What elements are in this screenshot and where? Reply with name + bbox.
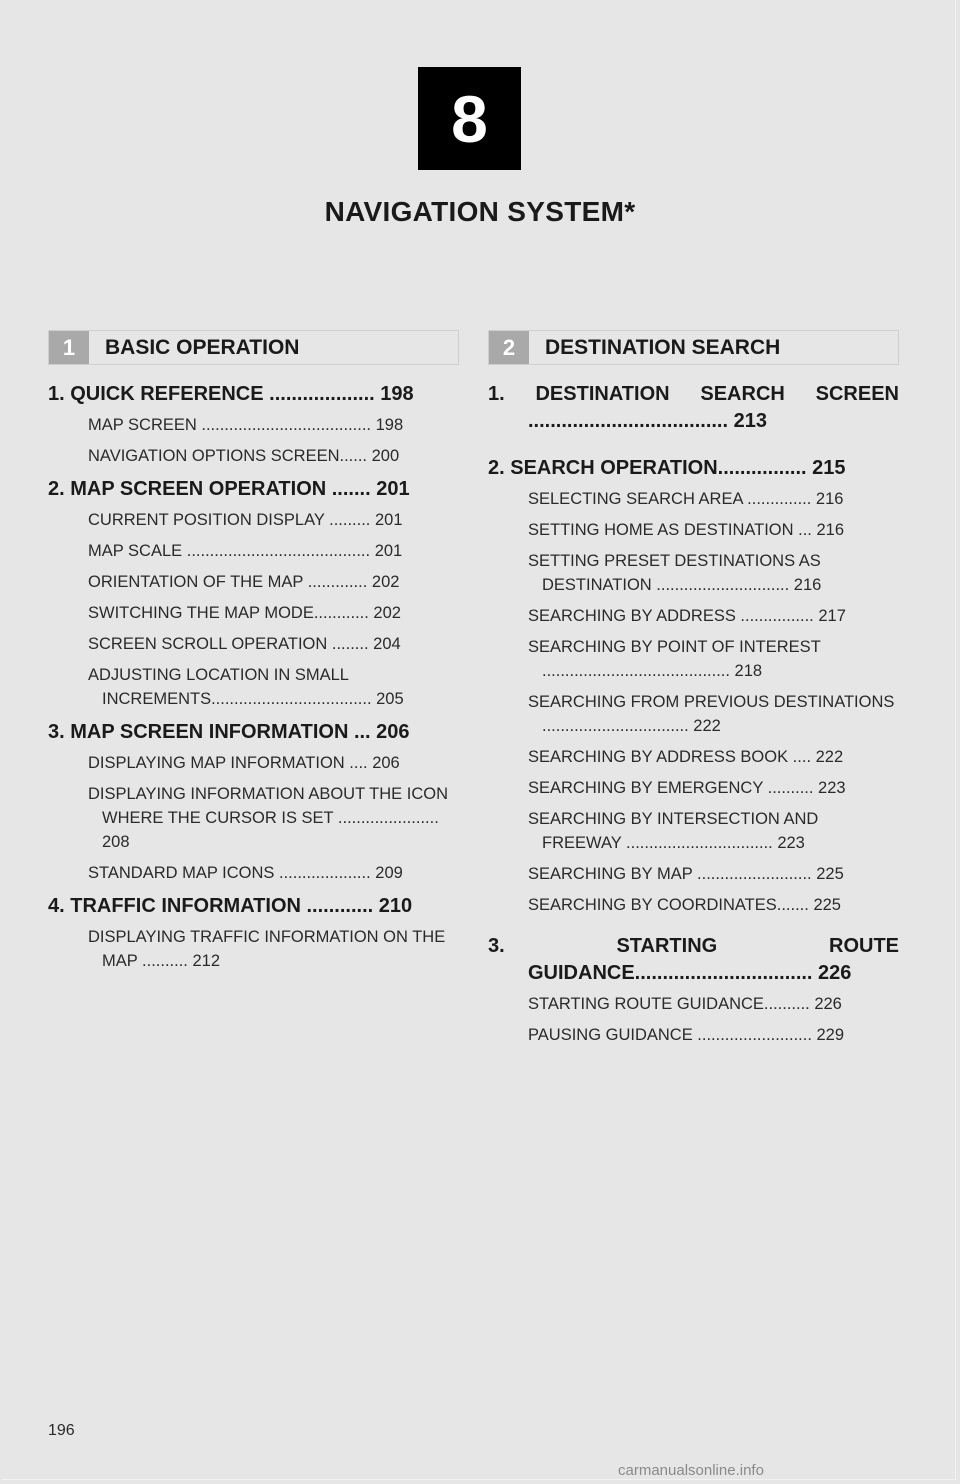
toc-subitem[interactable]: MAP SCREEN ..................................... 198 [88,416,404,434]
section-number: 1 [49,331,89,364]
toc-subitem[interactable]: SEARCHING BY INTERSECTION AND FREEWAY ................................ 223 [528,810,819,852]
section-title: DESTINATION SEARCH [545,335,781,359]
toc-subitem[interactable]: ORIENTATION OF THE MAP ............. 202 [88,573,400,591]
toc-subitem[interactable]: SEARCHING BY POINT OF INTEREST ......................................... 218 [528,638,821,680]
toc-entry-title[interactable]: 3. MAP SCREEN INFORMATION ... 206 [48,721,410,743]
section-header [48,330,459,365]
toc-subitem[interactable]: ADJUSTING LOCATION IN SMALL INCREMENTS................................... 205 [88,666,404,708]
toc-subitem[interactable]: NAVIGATION OPTIONS SCREEN...... 200 [88,447,400,465]
toc-entry [48,381,459,468]
toc-subitem[interactable]: DISPLAYING TRAFFIC INFORMATION ON THE MAP .......... 212 [88,928,446,970]
toc-subitem[interactable]: DISPLAYING MAP INFORMATION .... 206 [88,754,400,772]
toc-subitem[interactable]: STANDARD MAP ICONS .................... 209 [88,864,403,882]
toc-subitem[interactable]: SEARCHING BY ADDRESS ................ 217 [528,607,846,625]
toc-subitem[interactable]: STARTING ROUTE GUIDANCE.......... 226 [528,995,842,1013]
section-header [488,330,899,365]
toc-subitem[interactable]: SEARCHING FROM PREVIOUS DESTINATIONS ................................ 222 [528,693,895,735]
toc-entry-title[interactable]: 2. SEARCH OPERATION................ 215 [488,457,846,479]
toc-entry [48,719,459,885]
chapter-title: NAVIGATION SYSTEM* [324,196,636,227]
section-title: BASIC OPERATION [105,335,300,359]
toc-subitem[interactable]: SETTING PRESET DESTINATIONS AS DESTINATION ............................. 216 [528,552,822,594]
toc-subitem[interactable]: PAUSING GUIDANCE ......................... 229 [528,1026,845,1044]
toc-subitem[interactable]: DISPLAYING INFORMATION ABOUT THE ICON WHERE THE CURSOR IS SET ...................... 208 [88,785,448,851]
watermark: carmanualsonline.info [618,1462,764,1479]
toc-entry-title[interactable]: 4. TRAFFIC INFORMATION ............ 210 [48,895,413,917]
section-number: 2 [489,331,529,364]
page-number: 196 [48,1422,75,1439]
chapter-number: 8 [451,81,488,156]
toc-entry [488,455,899,917]
toc-subitem[interactable]: SEARCHING BY EMERGENCY .......... 223 [528,779,846,797]
toc-entry-title[interactable]: 1. QUICK REFERENCE ................... 198 [48,383,414,405]
toc-subitem[interactable]: MAP SCALE ........................................ 201 [88,542,403,560]
toc-subitem[interactable]: SETTING HOME AS DESTINATION ... 216 [528,521,845,539]
chapter-number-box [418,67,521,170]
toc-subitem[interactable]: SEARCHING BY COORDINATES....... 225 [528,896,841,914]
toc-entry [48,476,459,711]
toc-subitem[interactable]: CURRENT POSITION DISPLAY ......... 201 [88,511,403,529]
toc-entry-title[interactable]: 1. DESTINATION SEARCH SCREEN .................................... 213 [488,383,899,432]
toc-entry [48,893,459,973]
section-basic-operation [48,330,459,980]
toc-entry [488,381,899,435]
section-destination-search [488,330,899,1054]
toc-subitem[interactable]: SEARCHING BY MAP ......................... 225 [528,865,844,883]
toc-subitem[interactable]: SWITCHING THE MAP MODE............ 202 [88,604,401,622]
toc-subitem[interactable]: SELECTING SEARCH AREA .............. 216 [528,490,844,508]
toc-entry [488,933,899,1047]
toc-subitem[interactable]: SEARCHING BY ADDRESS BOOK .... 222 [528,748,844,766]
toc-entry-title[interactable]: 3. STARTING ROUTE GUIDANCE................................ 226 [488,935,899,984]
toc-subitem[interactable]: SCREEN SCROLL OPERATION ........ 204 [88,635,401,653]
toc-entry-title[interactable]: 2. MAP SCREEN OPERATION ....... 201 [48,478,410,500]
